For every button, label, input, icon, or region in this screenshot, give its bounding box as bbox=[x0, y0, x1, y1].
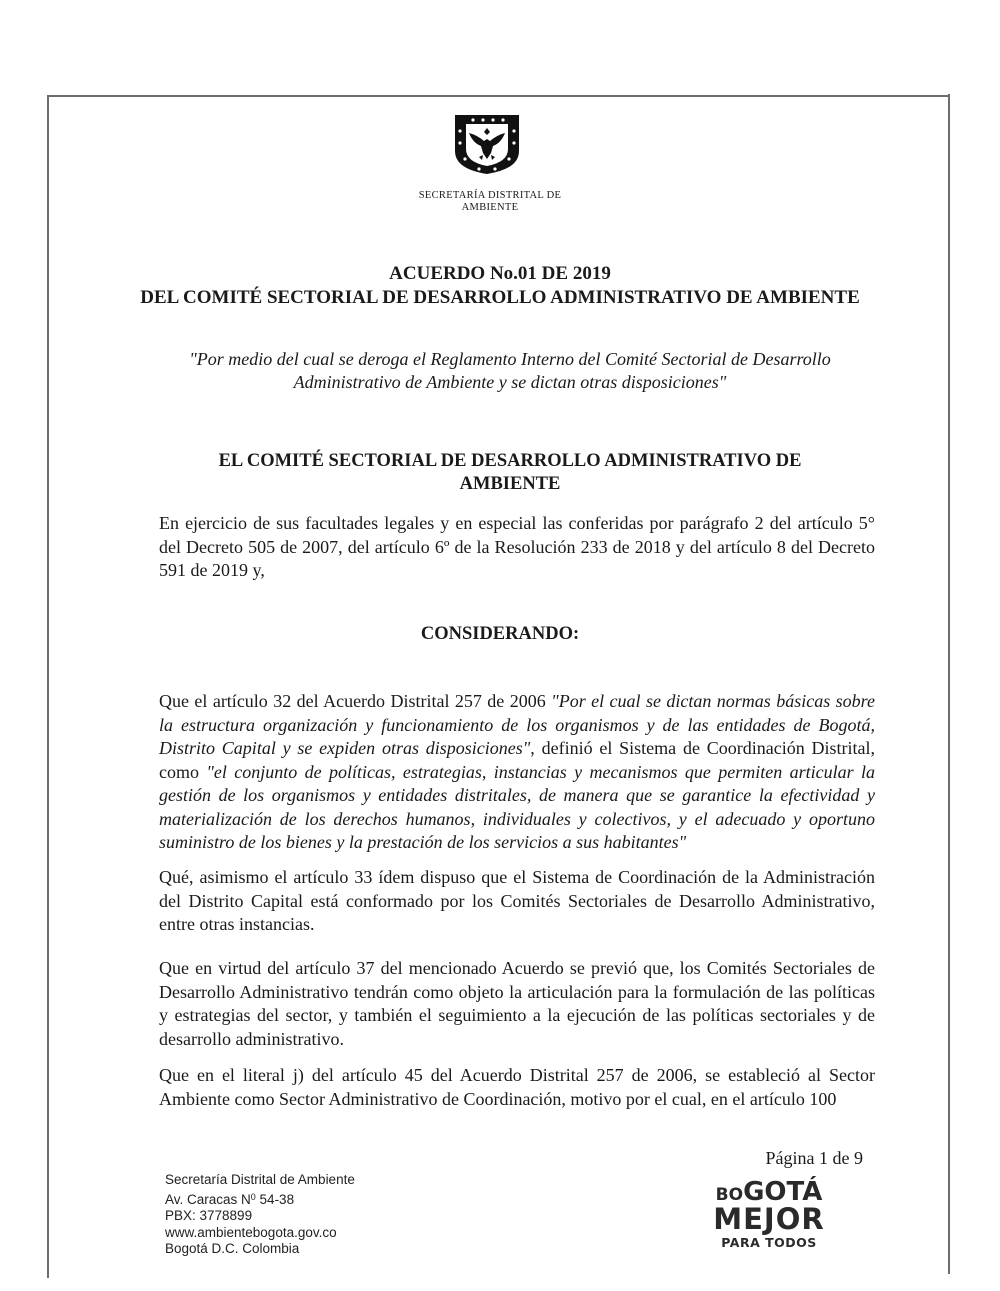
address-website: www.ambientebogota.gov.co bbox=[165, 1224, 337, 1240]
entity-line-1: SECRETARÍA DISTRITAL DE bbox=[418, 190, 562, 201]
bogota-coat-of-arms-icon bbox=[453, 113, 521, 175]
committee-heading bbox=[170, 450, 850, 496]
street-number-sign: 0 bbox=[250, 1191, 256, 1202]
address-entity: Secretaría Distrital de Ambiente bbox=[165, 1172, 355, 1187]
address-street bbox=[165, 1189, 465, 1209]
issuing-entity-label bbox=[380, 190, 600, 214]
page-frame-right-border bbox=[948, 94, 950, 1274]
subtitle-line-1: "Por medio del cual se deroga el Reglamento Interno del Comité Sectorial de Desarrollo bbox=[189, 349, 831, 369]
page-number: Página 1 de 9 bbox=[765, 1148, 863, 1168]
paragraph-quote: "el conjunto de políticas, estrategias, instancias y mecanismos que permiten articular la gestión de los organismos y entidades distritales, de manera que se garantice la efectividad y materialización de los derechos humanos, individuales y colectivos, y el adecuado y oportuno suministro de los bienes y la prestación de los servicios a sus habitantes" bbox=[159, 761, 875, 852]
considerando-paragraph-4: Que en el literal j) del artículo 45 del Acuerdo Distrital 257 de 2006, se estableció al Sector Ambiente como Sector Administrativo de Coordinación, motivo por el cual, en el artículo 100 bbox=[159, 1065, 875, 1109]
entity-line-2: AMBIENTE bbox=[461, 202, 519, 213]
page-frame-left-border bbox=[47, 95, 49, 1278]
paragraph-text: Que el artículo 32 del Acuerdo Distrital 257 de 2006 bbox=[159, 691, 552, 711]
street-prefix: Av. Caracas N bbox=[165, 1191, 251, 1207]
street-suffix: 54-38 bbox=[255, 1191, 295, 1207]
paragraph-quote: "Por el cual se dictan normas básicas sobre la estructura organización y funcionamiento de los organismos y de las entidades de Bogotá, Distrito Capital y se expiden otras disposiciones" bbox=[159, 691, 875, 758]
logo-prefix: BO bbox=[715, 1185, 744, 1205]
committee-heading-line-1: EL COMITÉ SECTORIAL DE DESARROLLO ADMINISTRATIVO DE bbox=[218, 451, 802, 471]
bogota-mejor-para-todos-logo bbox=[700, 1166, 840, 1266]
document-subtitle bbox=[140, 348, 880, 394]
address-city: Bogotá D.C. Colombia bbox=[165, 1241, 300, 1256]
logo-word-1: GOTÁ bbox=[743, 1177, 823, 1207]
page-frame-top-border bbox=[47, 95, 950, 97]
logo-line-2: MEJOR bbox=[713, 1202, 825, 1236]
considerando-paragraph-2: Qué, asimismo el artículo 33 ídem dispuso que el Sistema de Coordinación de la Administración del Distrito Capital está conformado por los Comités Sectoriales de Desarrollo Administrativo, entre otras instancias. bbox=[159, 867, 875, 934]
considerando-heading: CONSIDERANDO: bbox=[420, 624, 580, 644]
document-title bbox=[100, 262, 900, 310]
title-line-1: ACUERDO No.01 DE 2019 bbox=[389, 263, 611, 284]
title-line-2: DEL COMITÉ SECTORIAL DE DESARROLLO ADMINISTRATIVO DE AMBIENTE bbox=[140, 287, 860, 308]
subtitle-line-2: Administrativo de Ambiente y se dictan otras disposiciones" bbox=[293, 372, 727, 392]
logo-line-3: PARA TODOS bbox=[721, 1235, 817, 1250]
paragraph-text: , definió el Sistema de Coordinación Distrital, como bbox=[159, 738, 875, 782]
intro-paragraph: En ejercicio de sus facultades legales y en especial las conferidas por parágrafo 2 del artículo 5° del Decreto 505 de 2007, del artículo 6º de la Resolución 233 de 2018 y del artículo 8 del Decreto 591 de 2019 y, bbox=[159, 513, 875, 580]
address-phone: PBX: 3778899 bbox=[165, 1208, 253, 1223]
considerando-paragraph-1 bbox=[159, 690, 875, 855]
footer-address bbox=[165, 1172, 465, 1258]
committee-heading-line-2: AMBIENTE bbox=[459, 474, 561, 494]
considerando-paragraph-3: Que en virtud del artículo 37 del mencionado Acuerdo se previó que, los Comités Sectoriales de Desarrollo Administrativo tendrán como objeto la articulación para la formulación de las políticas y estrategias del sector, y también el seguimiento a la ejecución de las políticas sectoriales y de desarrollo administrativo. bbox=[159, 958, 875, 1049]
